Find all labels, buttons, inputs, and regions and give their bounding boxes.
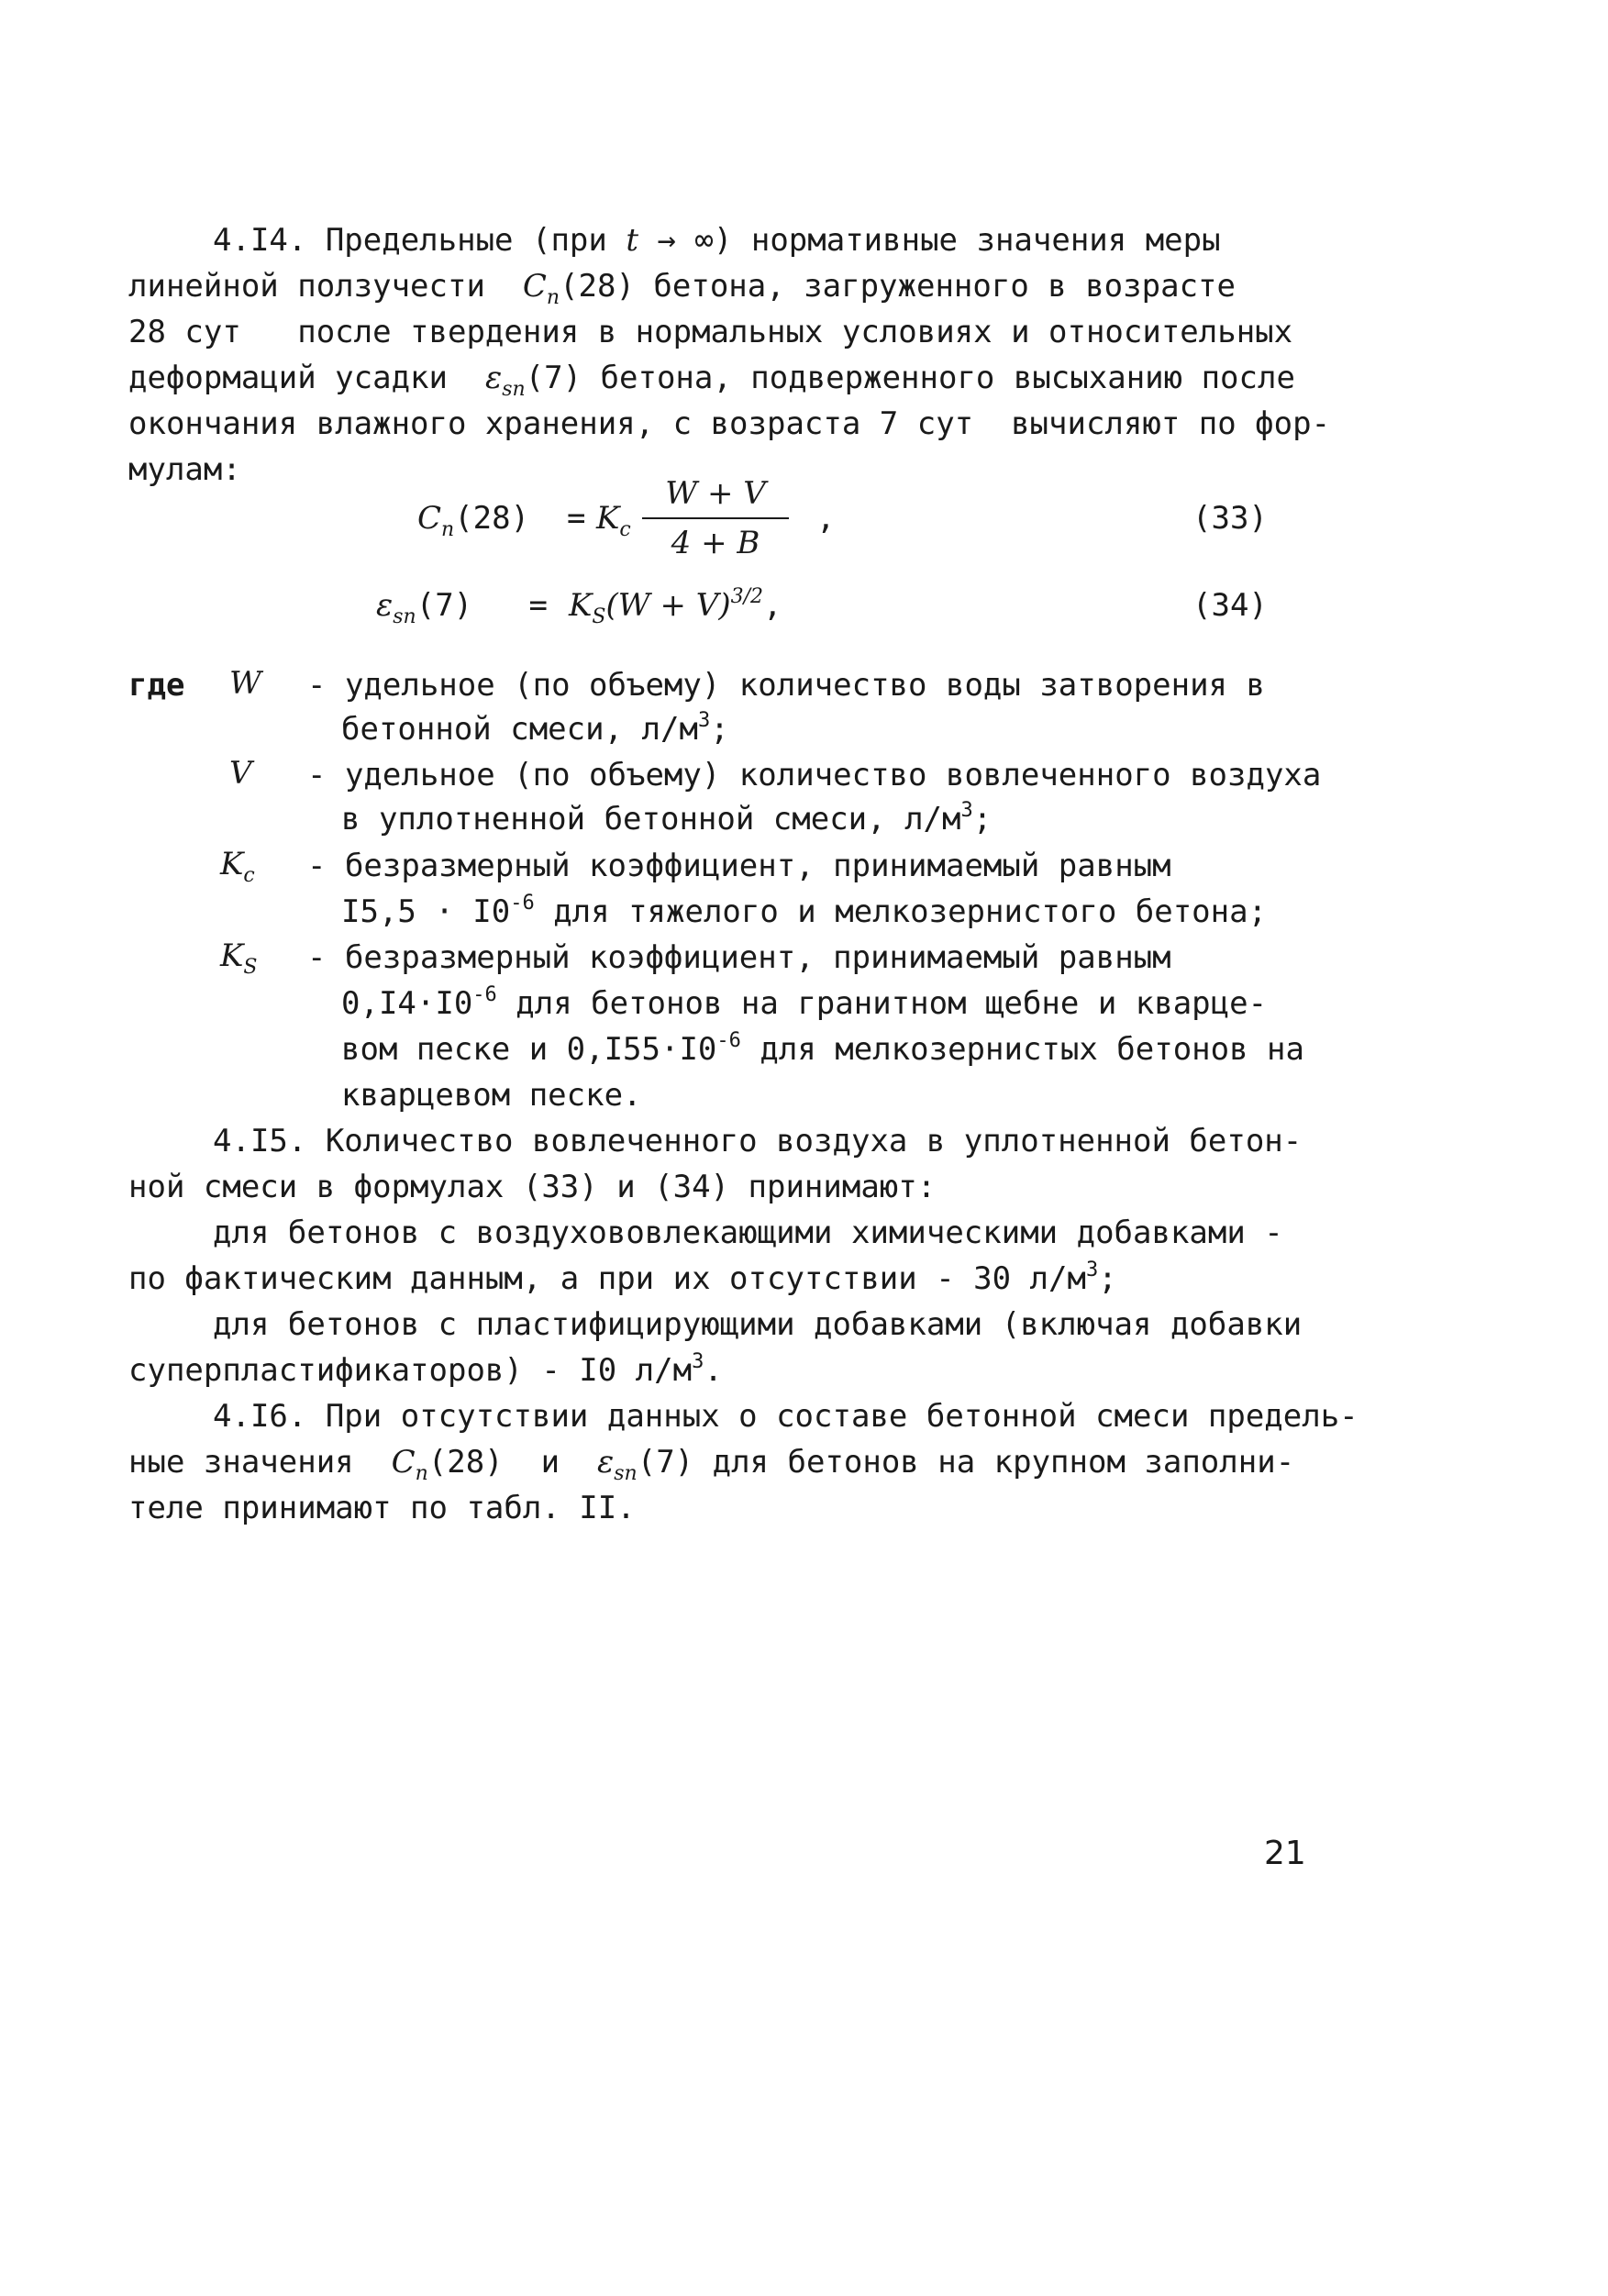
creep-subscript: n [415, 1462, 428, 1485]
superscript: 3 [960, 799, 973, 822]
text-run: для бетонов на гранитном щебне и кварце- [496, 985, 1268, 1022]
para-4-14-line-6: мулам: [128, 451, 241, 488]
text-run: (28) бетона, загруженного в возрасте [560, 268, 1236, 305]
text-run: I5,5 · I0 [341, 893, 511, 930]
superscript: 3 [1085, 1259, 1099, 1281]
k-subscript: S [592, 605, 606, 628]
formula-33-denominator: 4 + B [671, 525, 760, 561]
para-4-15-line-4 [128, 1259, 1117, 1299]
text-run: . [704, 1352, 723, 1389]
text-run: вом песке и 0,I55·I0 [341, 1031, 717, 1068]
formula-comma: , [763, 587, 782, 624]
text-run: ; [710, 711, 729, 748]
w-definition-line-1: - удельное (по объему) количество воды затворения в [307, 667, 1265, 704]
para-4-14-line-5: окончания влажного хранения, с возраста 7 сут вычисляют по фор- [128, 405, 1331, 442]
ks-definition-line-2 [341, 983, 1267, 1024]
text-run: (28) и [427, 1444, 597, 1481]
shrinkage-subscript: sn [502, 378, 526, 401]
text-run: 4.I4. Предельные (при [213, 222, 627, 259]
where-label: где [128, 667, 185, 704]
para-4-16-line-1: 4.I6. При отсутствии данных о составе бетонной смеси предель- [213, 1398, 1358, 1435]
text-run: ; [1098, 1260, 1117, 1297]
creep-symbol: C [522, 268, 547, 305]
k-symbol: K [596, 500, 620, 537]
formula-text: (7) = [416, 587, 549, 624]
formula-body: (W + V) [605, 587, 731, 624]
text-run: для мелкозернистых бетонов на [740, 1031, 1304, 1068]
superscript: -6 [716, 1029, 741, 1052]
text-run: линейной ползучести [128, 268, 523, 305]
creep-symbol: C [417, 500, 442, 537]
formula-33-lhs [417, 500, 586, 541]
text-run: ные значения [128, 1444, 392, 1481]
text-run: бетонной смеси, л/м [341, 711, 698, 748]
shrinkage-subscript: sn [614, 1462, 638, 1485]
creep-subscript: n [546, 286, 560, 309]
superscript: -6 [472, 983, 497, 1006]
para-4-16-line-2 [128, 1442, 1295, 1485]
text-run: ) нормативные значения меры [713, 222, 1221, 259]
superscript: 3 [697, 709, 711, 732]
text-run: для тяжелого и мелкозернистого бетона; [534, 893, 1268, 930]
para-4-14-line-4 [128, 358, 1295, 401]
shrinkage-symbol: ε [597, 1444, 615, 1481]
text-run: (7) для бетонов на крупном заполни- [637, 1444, 1295, 1481]
para-4-15-line-5: для бетонов с пластифицирующими добавками (включая добавки [213, 1306, 1303, 1343]
text-run: суперпластификаторов) - I0 л/м [128, 1352, 693, 1389]
shrinkage-subscript: sn [393, 605, 416, 628]
creep-symbol: C [391, 1444, 416, 1481]
k-subscript: c [619, 518, 631, 541]
ks-symbol [220, 937, 258, 979]
v-definition-line-2 [341, 799, 992, 839]
formula-33-numerator: W + V [665, 475, 766, 512]
text-run: 0,I4·I0 [341, 985, 473, 1022]
ks-definition-line-3 [341, 1029, 1304, 1070]
ks-definition-line-4: кварцевом песке. [341, 1077, 642, 1114]
equation-number-34: (34) [1192, 587, 1268, 624]
k-symbol: K [569, 587, 593, 624]
ks-definition-line-1: - безразмерный коэффициент, принимаемый равным [307, 939, 1171, 976]
text-run: (7) бетона, подверженного высыханию после [525, 360, 1295, 396]
para-4-15-line-2: ной смеси в формулах (33) и (34) принимают: [128, 1169, 937, 1205]
para-4-14-line-3: 28 сут после твердения в нормальных условиях и относительных [128, 314, 1293, 350]
para-4-14-line-1 [213, 220, 1221, 261]
kc-definition-line-1: - безразмерный коэффициент, принимаемый равным [307, 848, 1171, 884]
k-subscript: c [243, 864, 255, 887]
superscript: 3 [692, 1350, 704, 1373]
creep-subscript: n [441, 518, 455, 541]
para-4-14-line-2 [128, 266, 1236, 309]
text-run: в уплотненной бетонной смеси, л/м [341, 801, 961, 837]
shrinkage-symbol: ε [484, 360, 503, 396]
k-symbol: K [220, 846, 244, 882]
w-symbol: W [229, 665, 261, 702]
kc-symbol [220, 846, 255, 887]
shrinkage-symbol: ε [376, 587, 394, 624]
text-run: по фактическим данным, а при их отсутствии - 30 л/м [128, 1260, 1086, 1297]
text-run: ; [972, 801, 993, 837]
v-symbol: V [229, 755, 252, 792]
kc-definition-line-2 [341, 892, 1267, 932]
formula-exponent: 3/2 [730, 585, 764, 608]
para-4-15-line-3: для бетонов с воздухововлекающими химическими добавками - [213, 1215, 1283, 1251]
k-symbol: K [220, 937, 244, 974]
v-definition-line-1: - удельное (по объему) количество вовлеченного воздуха [307, 757, 1322, 793]
formula-33-fraction-bar [642, 517, 789, 519]
time-variable: t [626, 222, 639, 259]
w-definition-line-2 [341, 709, 729, 749]
formula-text: (28) = [454, 500, 586, 537]
para-4-15-line-1: 4.I5. Количество вовлеченного воздуха в уплотненной бетон- [213, 1123, 1303, 1159]
infinity-arrow: → ∞ [638, 222, 714, 259]
formula-34-lhs [376, 587, 549, 628]
para-4-16-line-3: теле принимают по табл. II. [128, 1490, 636, 1526]
para-4-15-line-6 [128, 1350, 723, 1391]
superscript: -6 [510, 892, 535, 915]
text-run: деформаций усадки [128, 360, 485, 396]
k-subscript: S [243, 956, 258, 979]
formula-33-coefficient [596, 500, 631, 541]
page-number: 21 [1264, 1835, 1306, 1872]
equation-number-33: (33) [1192, 500, 1268, 537]
formula-33-comma: , [816, 500, 836, 537]
formula-34-rhs [569, 585, 782, 628]
